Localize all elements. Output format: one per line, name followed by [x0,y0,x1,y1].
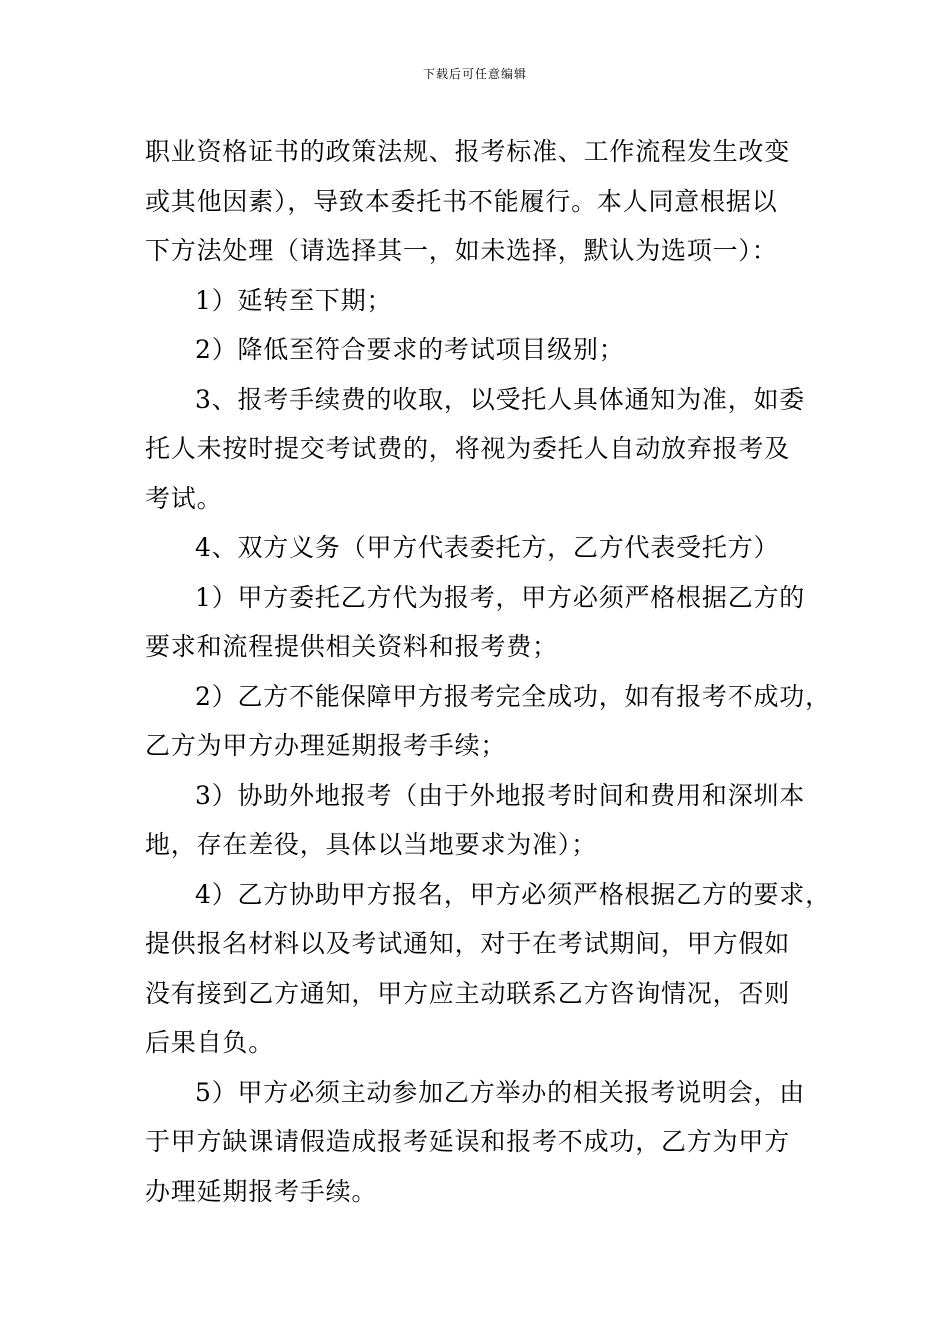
text-line: 没有接到乙方通知，甲方应主动联系乙方咨询情况，否则 [145,978,791,1008]
text-line: 4、双方义务（甲方代表委托方，乙方代表受托方） [195,533,780,562]
text-line: 托人未按时提交考试费的，将视为委托人自动放弃报考及 [145,434,791,463]
text-line: 3、报考手续费的收取，以受托人具体通知为准，如委 [195,384,806,414]
text-line: 地，存在差役，具体以当地要求为准）； [145,830,597,859]
text-line: 2）乙方不能保障甲方报考完全成功，如有报考不成功， [195,681,831,711]
text-line: 1）甲方委托乙方代为报考，甲方必须严格根据乙方的 [195,582,806,612]
document-body [145,127,831,1216]
text-line: 办理延期报考手续。 [145,1176,378,1206]
text-line: 1）延转至下期； [195,285,393,315]
text-line: 提供报名材料以及考试通知，对于在考试期间，甲方假如 [145,929,791,958]
text-line: 4）乙方协助甲方报名，甲方必须严格根据乙方的要求， [195,879,831,909]
text-line: 于甲方缺课请假造成报考延误和报考不成功，乙方为甲方 [145,1127,791,1156]
text-line: 考试。 [145,483,223,513]
text-line: 或其他因素），导致本委托书不能履行。本人同意根据以 [145,186,778,216]
text-line: 乙方为甲方办理延期报考手续； [145,731,507,760]
text-line: 3）协助外地报考（由于外地报考时间和费用和深圳本 [195,780,806,810]
page-header-note: 下载后可任意编辑 [422,67,527,81]
text-line: 职业资格证书的政策法规、报考标准、工作流程发生改变 [145,137,791,166]
text-line: 2）降低至符合要求的考试项目级别； [195,335,625,364]
text-line: 后果自负。 [145,1028,275,1057]
text-line: 5）甲方必须主动参加乙方举办的相关报考说明会，由 [195,1077,806,1107]
text-line: 下方法处理（请选择其一，如未选择，默认为选项一）： [145,236,778,265]
text-line: 要求和流程提供相关资料和报考费； [145,632,558,661]
